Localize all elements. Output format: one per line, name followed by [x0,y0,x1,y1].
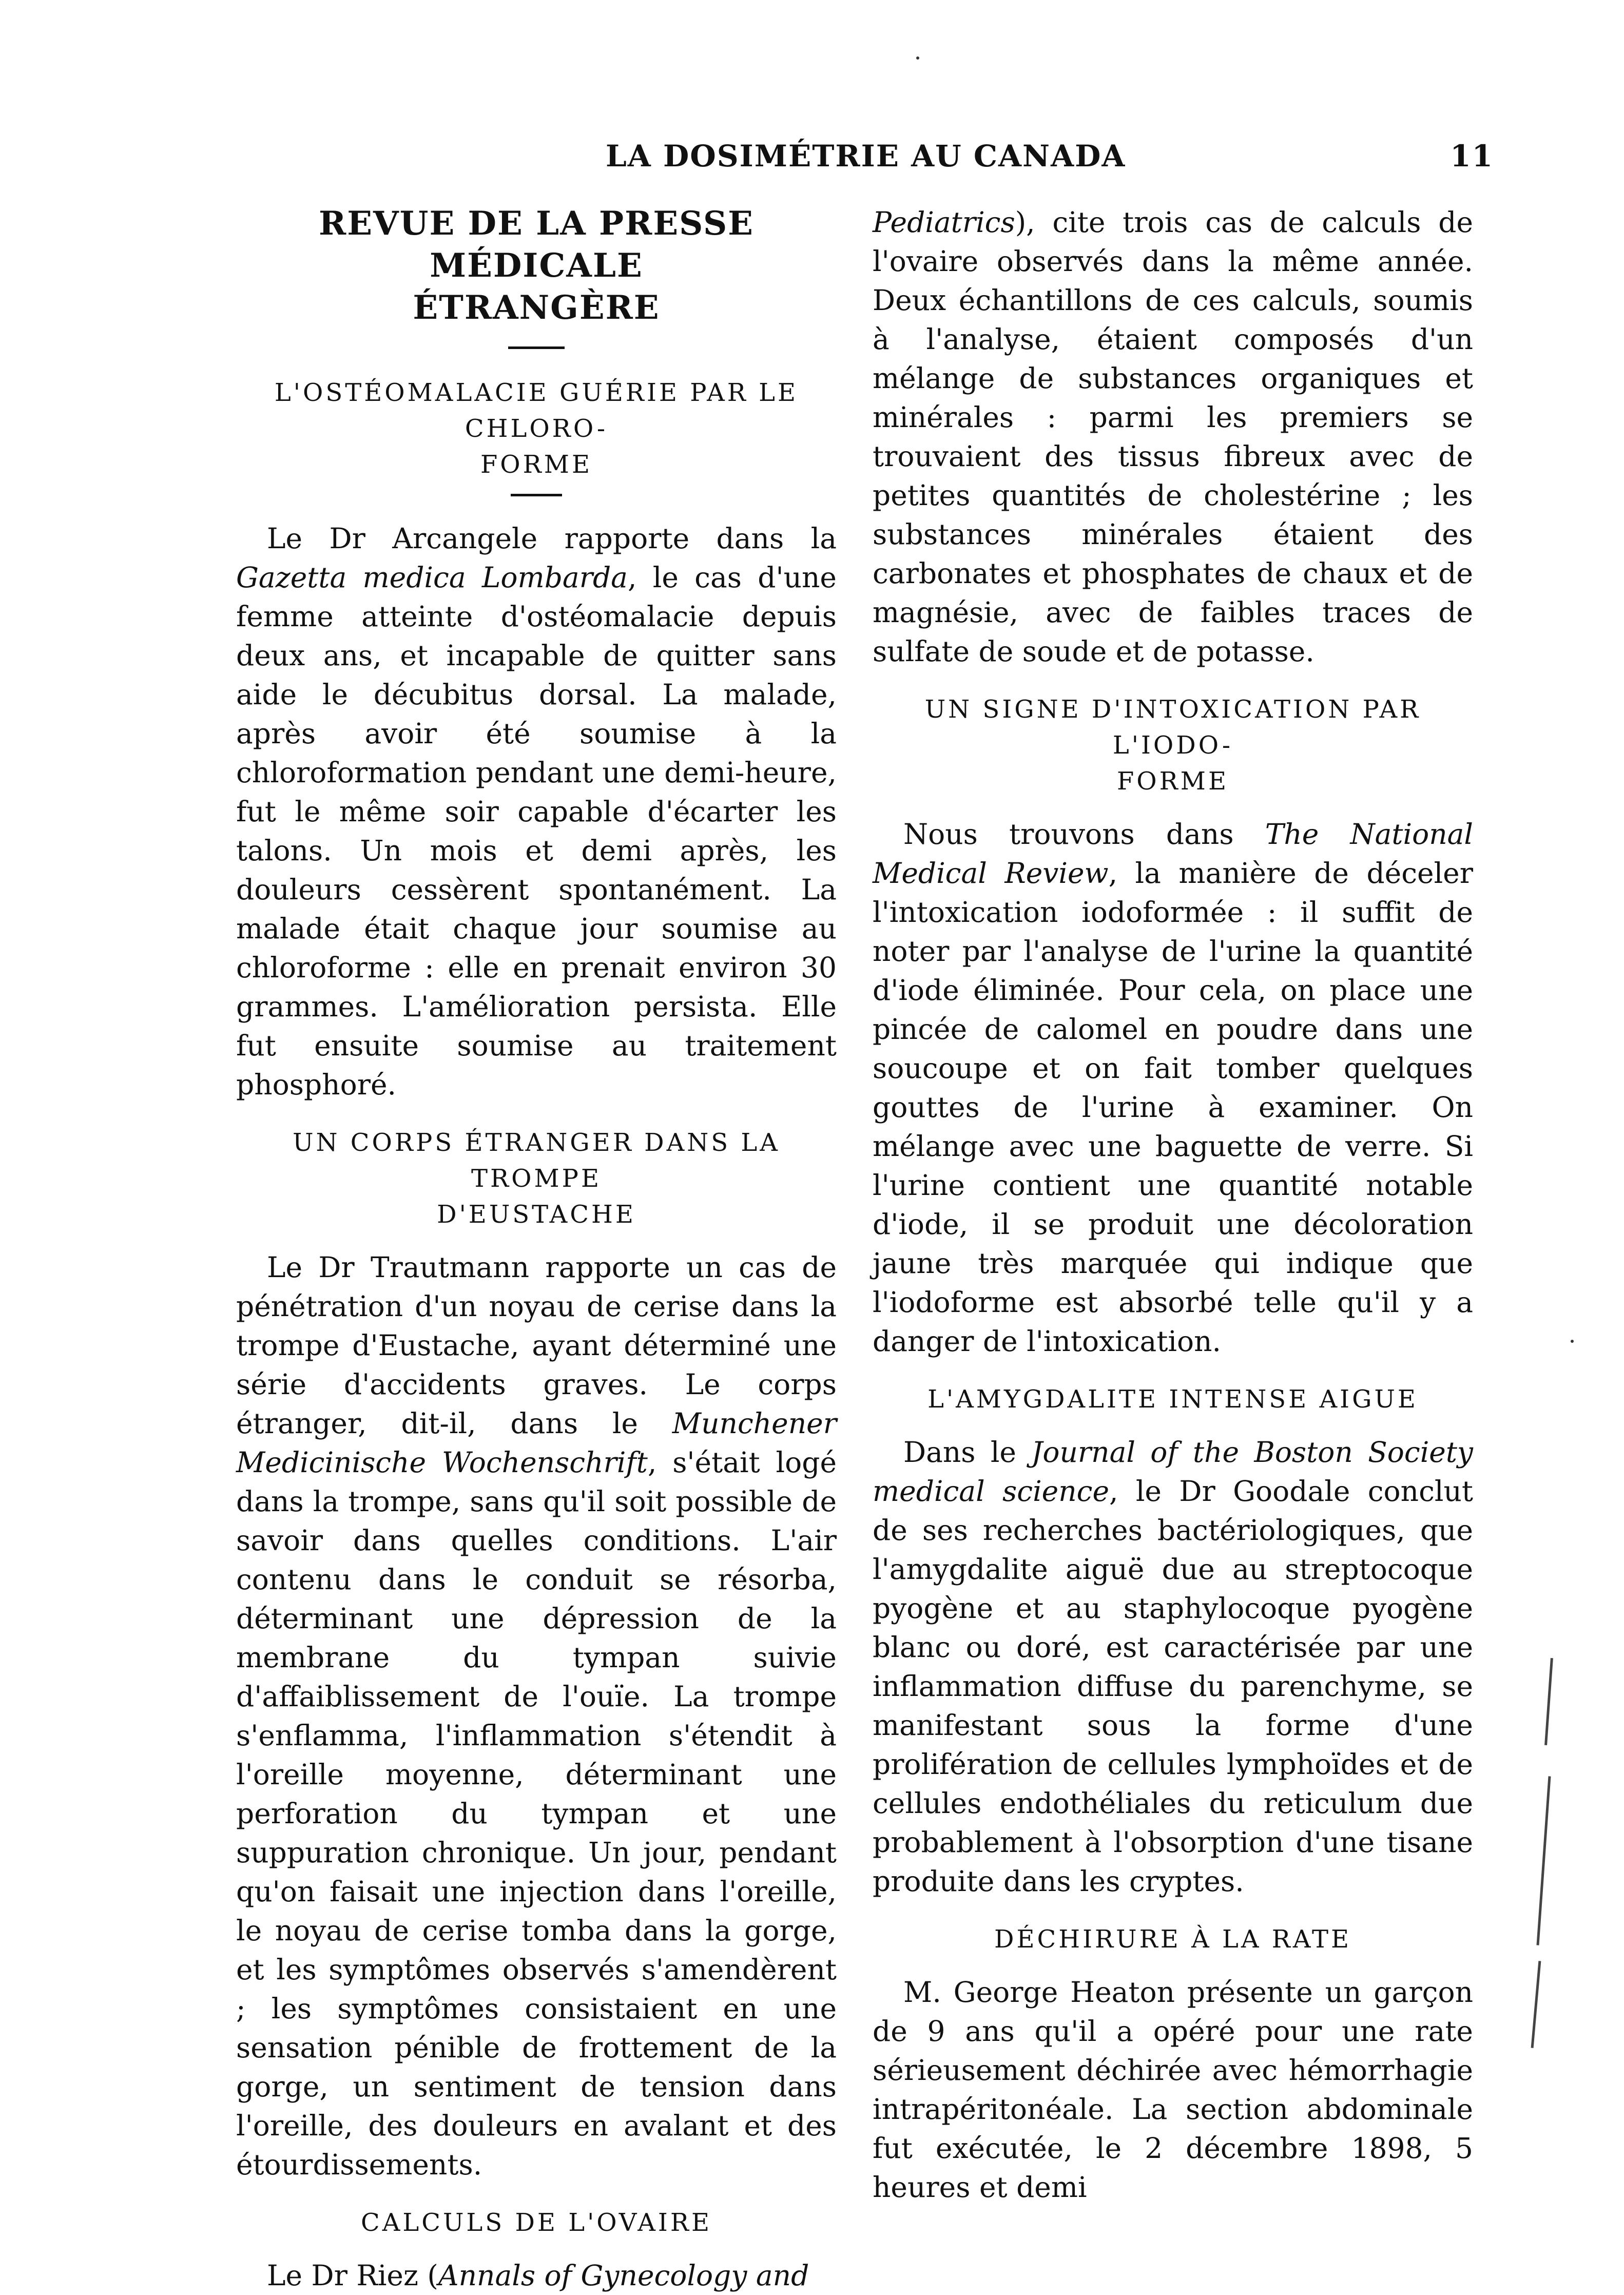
section-title-iodoforme [893,691,1453,799]
text-run: M. George Heaton présente un garçon de 9 ans qu'il a opéré pour une rate sérieusement déchirée avec hémorrhagie intrapéritonéale. La section abdominale fut exécutée, le 2 décembre 1898, 5 heures et demi [873,1976,1473,2204]
section-title-line1: UN SIGNE D'INTOXICATION PAR L'IODO- [924,695,1421,760]
paragraph-osteomalacie [236,519,837,1104]
margin-pencil-mark [1531,1961,1541,2048]
title-rule [508,346,565,349]
text-run: Le Dr Riez ( [267,2259,438,2292]
section-title-line2: D'EUSTACHE [437,1200,636,1229]
scan-speck [1571,1340,1574,1343]
paragraph-iodoforme [873,815,1473,1361]
section-title-corps-etranger [257,1125,816,1232]
section-title-calculs: CALCULS DE L'OVAIRE [360,2208,712,2237]
italic-journal-title: Pediatrics [873,206,1015,239]
paragraph-corps-etranger [236,1248,837,2184]
section-title-line2: FORME [480,450,592,479]
running-title: LA DOSIMÉTRIE AU CANADA [606,139,1126,173]
text-run: , le Dr Goodale conclut de ses recherches bactériologiques, que l'amygdalite aiguë due au streptocoque pyogène et au staphylocoque pyogène blanc ou doré, est caractérisée par une inflammation diffuse du parenchyme, se manifestant sous la forme d'une prolifération de cellules lymphoïdes et de cellules endothéliales du reticulum due probablement à l'obsorption d'une tisane produite dans les cryptes. [873,1475,1474,1898]
text-run: Nous trouvons dans [903,818,1265,851]
main-title-line2: ÉTRANGÈRE [413,288,660,327]
text-run: , le cas d'une femme atteinte d'ostéomalacie depuis deux ans, et incapable de quitter sans aide le décubitus dorsal. La malade, après avoir été soumise à la chloroformation pendant une demi-heure, fut le même soir capable d'écarter les talons. Un mois et demi après, les douleurs cessèrent spontanément. La malade était chaque jour soumise au chloroforme : elle en prenait environ 30 grammes. L'amélioration persista. Elle fut ensuite soumise au traitement phosphoré. [236,561,837,1101]
section-title-line2: FORME [1117,767,1229,796]
italic-journal-title: Munchener Medicinische Wochenschrift [236,1407,837,1479]
text-run: , s'était logé dans la trompe, sans qu'il soit possible de savoir dans quelles conditions. L'air contenu dans le conduit se résorba, déterminant une dépression de la membrane du tympan suivie d'affaiblissement de l'ouïe. La trompe s'enflamma, l'inflammation s'étendit à l'oreille moyenne, déterminant une perforation du tympan et une suppuration chronique. Un jour, pendant qu'on faisait une injection dans l'oreille, le noyau de cerise tomba dans la gorge, et les symptômes observés s'amendèrent ; les symptômes consistaient en une sensation pénible de frottement de la gorge, un sentiment de tension dans l'oreille, des douleurs en avalant et des étourdissements. [236,1446,837,2181]
text-run: Dans le [903,1436,1032,1469]
section-title-line1: UN CORPS ÉTRANGER DANS LA TROMPE [293,1128,780,1193]
main-title [236,203,837,329]
italic-journal-title: The National Medical Review [873,818,1473,890]
text-run: ), cite trois cas de calculs de l'ovaire observés dans la même année. Deux échantillons de ces calculs, soumis à l'analyse, étaient composés d'un mélange de substances organiques et minérales : parmi les premiers se trouvaient des tissus fibreux avec de petites quantités de cholestérine ; les substances minérales étaient des carbonates et phosphates de chaux et de magnésie, avec de faibles traces de sulfate de soude et de potasse. [873,206,1473,668]
italic-journal-title: Gazetta medica Lombarda [236,561,628,594]
text-run: Le Dr Arcangele rapporte dans la [267,522,837,555]
main-title-line1: REVUE DE LA PRESSE MÉDICALE [319,204,754,285]
left-column [236,203,837,2295]
paragraph-calculs-continued [873,203,1473,671]
section-title-osteomalacie [257,375,816,483]
margin-pencil-mark [1536,1776,1551,1945]
page-number: 11 [1450,139,1494,173]
text-run: Le Dr Trautmann rapporte un cas de pénétration d'un noyau de cerise dans la trompe d'Eustache, ayant déterminé une série d'accidents graves. Le corps étranger, dit-il, dans le [236,1251,837,1440]
section-rule [511,494,562,496]
text-run: , la manière de déceler l'intoxication iodoformée : il suffit de noter par l'analyse de l'urine la quantité d'iode éliminée. Pour cela, on place une pincée de calomel en poudre dans une soucoupe et on fait tomber quelques gouttes de l'urine à examiner. On mélange avec une baguette de verre. Si l'urine contient une quantité notable d'iode, il se produit une décoloration jaune très marquée qui indique que l'iodoforme est absorbé telle qu'il y a danger de l'intoxication. [873,857,1474,1358]
italic-journal-title: Journal of the Boston Society medical science [873,1436,1474,1508]
section-title-line1: L'OSTÉOMALACIE GUÉRIE PAR LE CHLORO- [274,378,799,443]
italic-journal-title: Annals of Gynecology and [438,2259,809,2292]
paragraph-rate [873,1973,1473,2207]
section-title-rate: DÉCHIRURE À LA RATE [994,1925,1352,1954]
section-title-amygdalite: L'AMYGDALITE INTENSE AIGUE [927,1385,1418,1414]
paragraph-calculs [236,2256,837,2295]
paragraph-amygdalite [873,1433,1473,1901]
scan-speck [916,56,919,60]
margin-pencil-mark [1544,1658,1553,1745]
right-column [873,203,1473,2207]
running-header [606,139,1494,173]
